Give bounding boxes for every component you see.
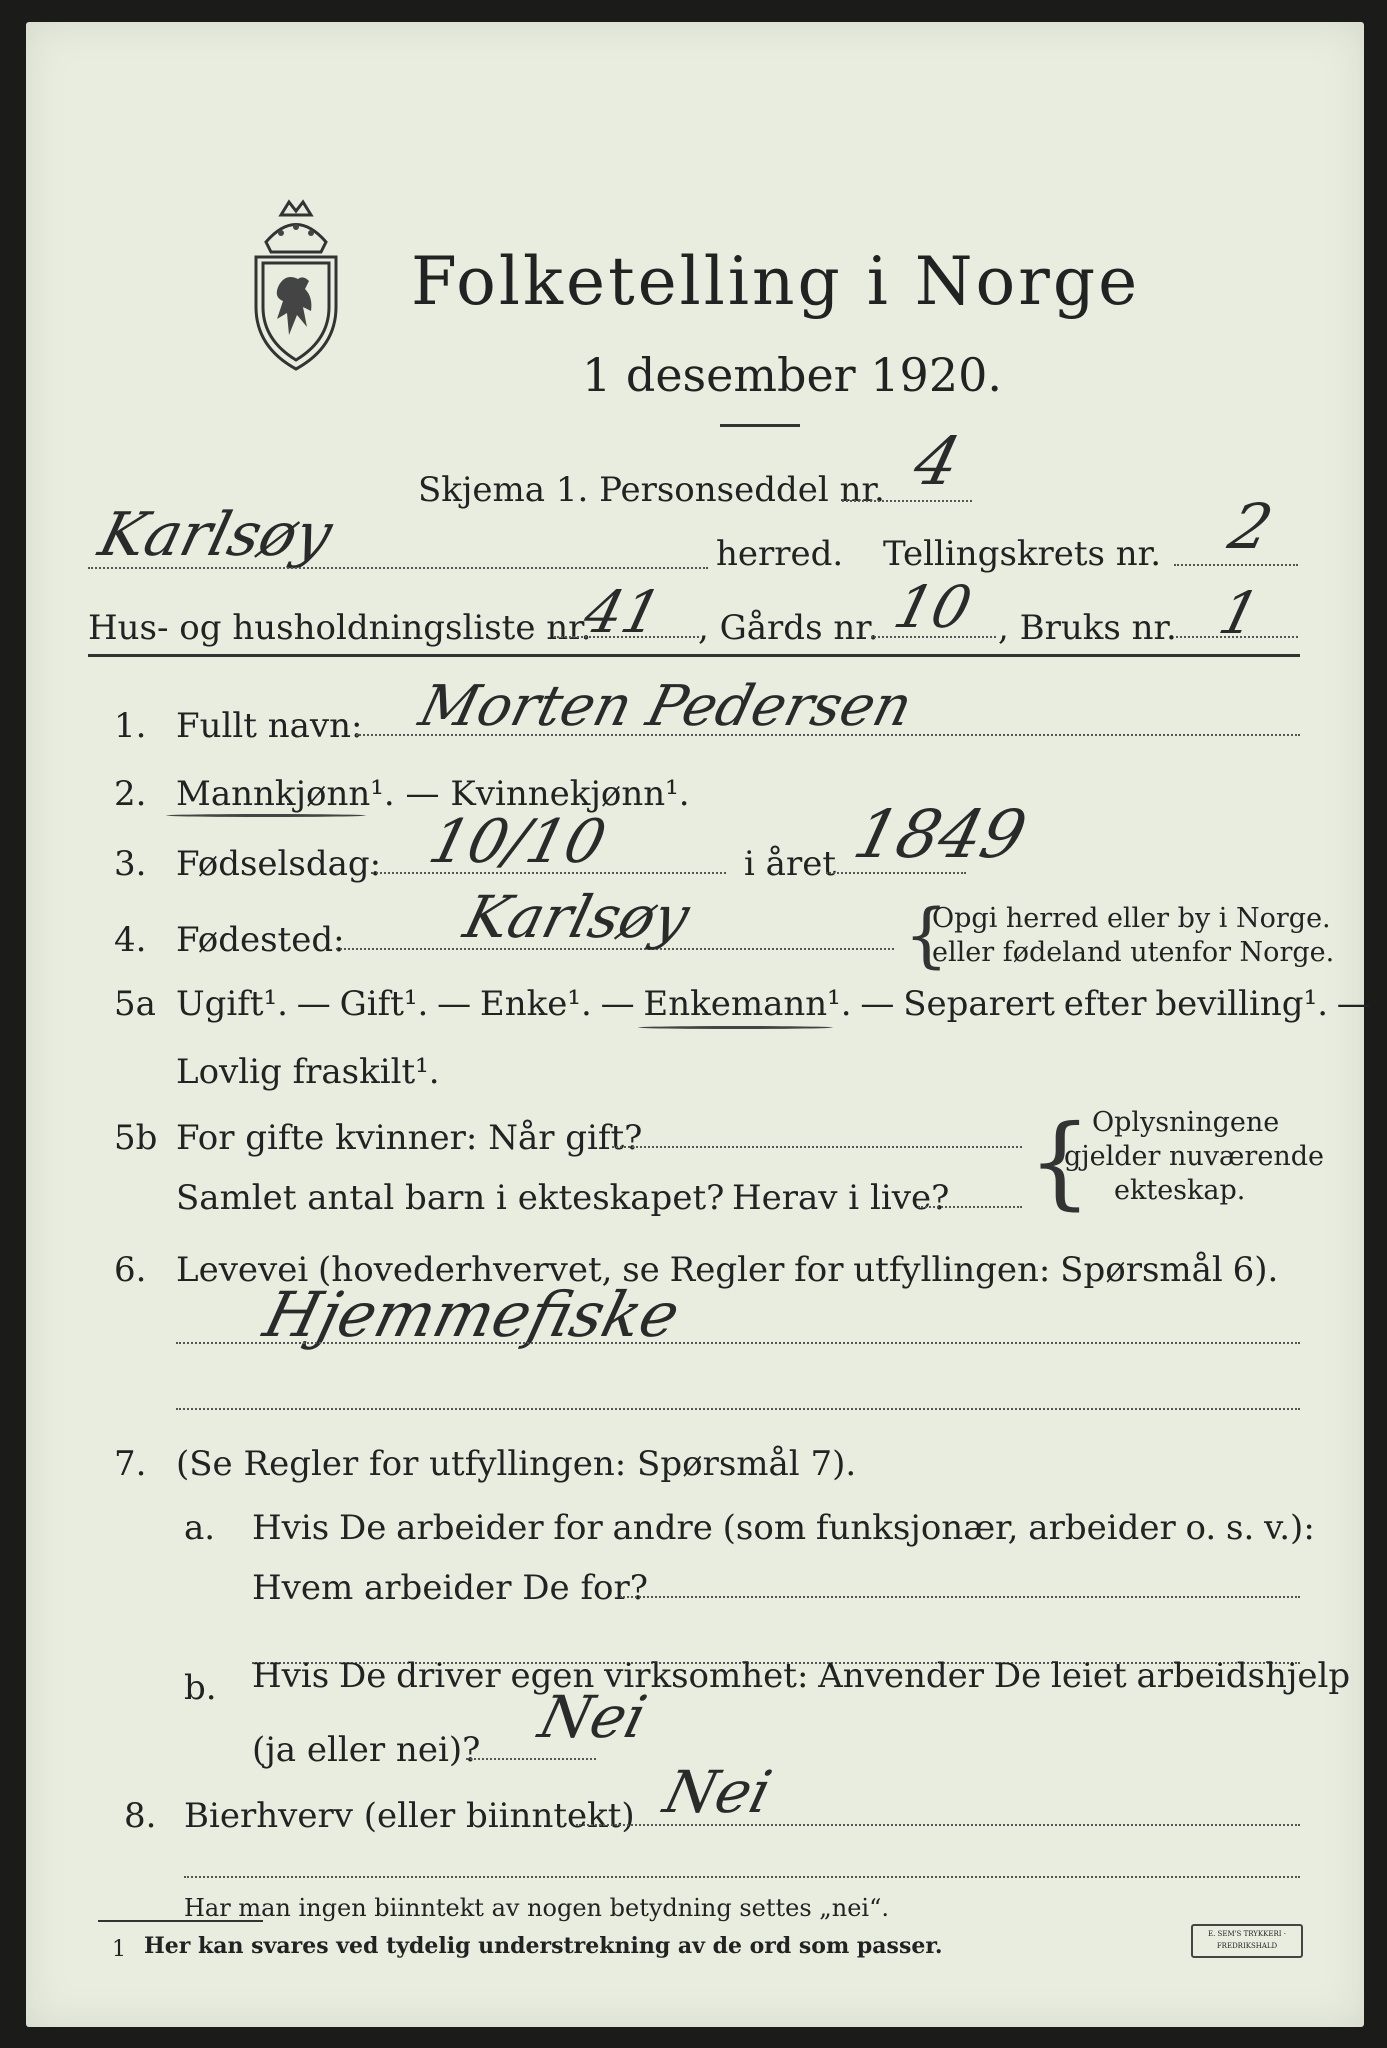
- q5b-brace: {: [1028, 1103, 1092, 1220]
- q3-value[interactable]: 10/10: [422, 807, 613, 877]
- hus-label: Hus- og husholdningsliste nr.: [88, 608, 592, 648]
- q5b-number: 5b: [114, 1118, 158, 1158]
- q5b-line-3: [918, 1206, 1022, 1208]
- footnote-text: Her kan svares ved tydelig understrekning av de ord som passer.: [144, 1933, 943, 1959]
- herred-value[interactable]: Karlsøy: [92, 500, 340, 570]
- q8-line-2: [184, 1876, 1300, 1878]
- footnote-marker: 1: [112, 1937, 126, 1962]
- q5b-label-2: Samlet antal barn i ekteskapet?: [176, 1178, 725, 1218]
- q2-label: Mannkjønn¹. — Kvinnekjønn¹.: [176, 774, 690, 814]
- q6-label: Levevei (hovederhvervet, se Regler for utfyllingen: Spørsmål 6).: [176, 1250, 1279, 1290]
- q3-number: 3.: [114, 844, 147, 884]
- q7b-line-1: Hvis De driver egen virksomhet: Anvender De leiet arbeidshjelp: [252, 1656, 1351, 1696]
- form-title: Folketelling i Norge: [411, 243, 1141, 320]
- q1-value[interactable]: Morten Pedersen: [413, 674, 919, 739]
- q4-label: Fødested:: [176, 920, 345, 960]
- q5a-underline-enkemann: [638, 1026, 833, 1029]
- q7b-number: b.: [184, 1668, 217, 1708]
- census-date: 1 desember 1920.: [582, 348, 1002, 402]
- q5a-line-1: Ugift¹. — Gift¹. — Enke¹. — Enkemann¹. — Separert efter bevilling¹. —: [176, 984, 1371, 1024]
- q7a-line-answer-1: [620, 1596, 1300, 1598]
- coat-of-arms-icon: [241, 197, 351, 377]
- q7-label: (Se Regler for utfyllingen: Spørsmål 7).: [176, 1444, 857, 1484]
- q4-brace: {: [904, 894, 949, 976]
- q5a-number: 5a: [114, 984, 156, 1024]
- personseddel-line: [842, 500, 972, 502]
- q7a-number: a.: [184, 1508, 216, 1548]
- q7b-value[interactable]: Nei: [532, 1683, 654, 1751]
- gards-label: , Gårds nr.: [698, 608, 879, 648]
- q5a-line-2: Lovlig fraskilt¹.: [176, 1052, 440, 1092]
- printer-stamp-text: E. SEM'S TRYKKERI · FREDRIKSHALD: [1208, 1930, 1286, 1950]
- q3-year-value[interactable]: 1849: [846, 796, 1034, 873]
- herred-label: herred.: [716, 534, 844, 574]
- q6-line-2: [176, 1408, 1300, 1410]
- bruks-value[interactable]: 1: [1212, 579, 1267, 647]
- title-divider: [720, 424, 800, 427]
- q1-label: Fullt navn:: [176, 706, 363, 746]
- q1-number: 1.: [114, 706, 147, 746]
- tellingskrets-value[interactable]: 2: [1222, 490, 1280, 563]
- q2-number: 2.: [114, 774, 147, 814]
- q5b-note-1: Oplysningene: [1092, 1107, 1280, 1138]
- q7a-line-2: Hvem arbeider De for?: [252, 1568, 648, 1608]
- printer-stamp: [1191, 1924, 1303, 1958]
- q2-underline-mannkjonn: [166, 814, 366, 817]
- q4-value[interactable]: Karlsøy: [457, 883, 697, 951]
- q7b-line-2: (ja eller nei)?: [252, 1730, 481, 1770]
- q7-number: 7.: [114, 1444, 147, 1484]
- q7a-line-1: Hvis De arbeider for andre (som funksjonær, arbeider o. s. v.):: [252, 1508, 1315, 1548]
- q3-label: Fødselsdag:: [176, 844, 382, 884]
- q6-value[interactable]: Hjemmefiske: [257, 1278, 687, 1351]
- skjema-label: Skjema 1. Personseddel nr.: [418, 470, 885, 510]
- q4-note-2: eller fødeland utenfor Norge.: [932, 937, 1335, 968]
- q7b-line-answer: [466, 1758, 596, 1760]
- bruks-label: , Bruks nr.: [998, 608, 1177, 648]
- hus-value[interactable]: 41: [577, 578, 669, 646]
- q5b-label-1: For gifte kvinner: Når gift?: [176, 1118, 643, 1158]
- q5b-line-1: [612, 1146, 1022, 1148]
- q6-number: 6.: [114, 1250, 147, 1290]
- q3-year-label: i året: [744, 844, 836, 884]
- q6-line-1: [176, 1342, 1300, 1344]
- header-rule: [88, 654, 1300, 657]
- q4-note-1: Opgi herred eller by i Norge.: [932, 903, 1331, 934]
- footnote-rule: [98, 1920, 263, 1922]
- gards-value[interactable]: 10: [887, 573, 979, 641]
- q5b-label-3: Herav i live?: [732, 1178, 950, 1218]
- herred-line: [88, 567, 708, 569]
- q4-number: 4.: [114, 920, 147, 960]
- tellingskrets-label: Tellingskrets nr.: [883, 534, 1162, 574]
- q5b-note-3: ekteskap.: [1114, 1175, 1246, 1206]
- personseddel-value[interactable]: 4: [906, 423, 968, 500]
- census-form: [26, 22, 1371, 2027]
- q8-number: 8.: [124, 1796, 157, 1836]
- tellingskrets-line: [1174, 564, 1298, 566]
- q8-value[interactable]: Nei: [657, 1758, 779, 1826]
- nei-note: Har man ingen biinntekt av nogen betydning settes „nei“.: [184, 1894, 889, 1922]
- q5b-note-2: gjelder nuværende: [1064, 1141, 1324, 1172]
- q8-label: Bierhverv (eller biinntekt): [184, 1796, 635, 1836]
